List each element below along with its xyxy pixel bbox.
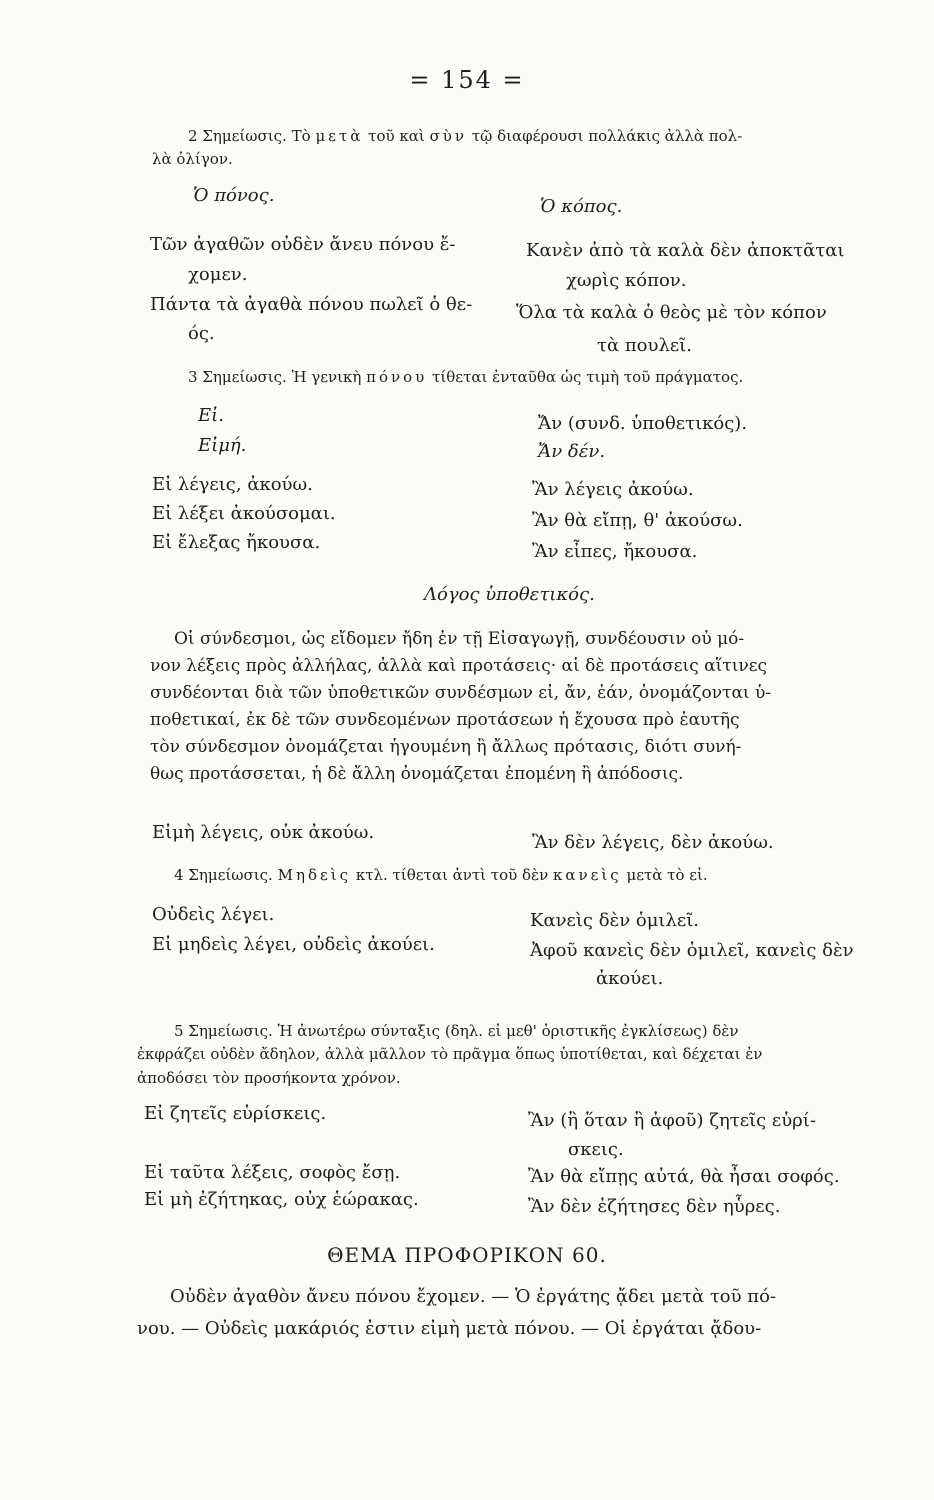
note-2-term-meta: μετὰ	[315, 127, 364, 145]
note-3-label: 3 Σημείωσις.	[188, 368, 287, 386]
example-right: Ἂν λέγεις ἀκούω.	[532, 479, 694, 500]
oudeis-left: Εἰ μηδεὶς λέγει, οὐδεὶς ἀκούει.	[152, 934, 435, 955]
theme-title: ΘΕΜΑ ΠΡΟΦΟΡΙΚΟΝ 60.	[327, 1243, 607, 1267]
ponos-line: ός.	[188, 323, 215, 344]
term-eimi: Εἰμή.	[198, 435, 247, 456]
kopos-heading: Ὁ κόπος.	[540, 196, 623, 217]
zeteis-right: Ἂν (ἢ ὅταν ἢ ἀφοῦ) ζητεῖς εὑρί-	[528, 1110, 816, 1131]
note-4-text: κτλ. τίθεται ἀντὶ τοῦ δὲν	[355, 866, 549, 884]
note-5-line: ἐκφράζει οὐδὲν ἄδηλον, ἀλλὰ μᾶλλον τὸ πρᾶγμα ὅπως ὑποτίθεται, καὶ δέχεται ἐν	[137, 1045, 763, 1063]
paragraph-line: ποθετικαί, ἐκ δὲ τῶν συνδεομένων προτάσεων ἡ ἔχουσα πρὸ ἑαυτῆς	[150, 710, 740, 730]
page-number: = 154 =	[409, 66, 525, 94]
example-left: Εἰ λέξει ἀκούσομαι.	[152, 503, 336, 524]
oudeis-right: Ἀφοῦ κανεὶς δὲν ὁμιλεῖ, κανεὶς δὲν	[530, 940, 854, 961]
note-3	[188, 368, 743, 386]
paragraph-line: Οἱ σύνδεσμοι, ὡς εἴδομεν ἤδη ἐν τῇ Εἰσαγωγῇ, συνδέουσιν οὐ μό-	[174, 629, 745, 649]
zeteis-right: Ἂν δὲν ἐζήτησες δὲν ηὗρες.	[528, 1196, 781, 1217]
example-right: Ἂν εἶπες, ἤκουσα.	[532, 541, 698, 562]
note-5-line: 5 Σημείωσις. Ἡ ἀνωτέρω σύνταξις (δηλ. εἰ μεθ' ὁριστικῆς ἐγκλίσεως) δὲν	[174, 1022, 739, 1040]
note-4	[174, 866, 708, 884]
theme-line: Οὐδὲν ἀγαθὸν ἄνευ πόνου ἔχομεν. — Ὁ ἐργάτης ᾄδει μετὰ τοῦ πό-	[170, 1286, 777, 1307]
note-2-text: Τὸ	[291, 127, 311, 145]
note-3-text: Ἡ γενικὴ	[291, 368, 362, 386]
note-4-term: κανεὶς	[553, 866, 622, 884]
note-4-term: Μηδεὶς	[277, 866, 352, 884]
note-4-label: 4 Σημείωσις.	[174, 866, 273, 884]
zeteis-left: Εἰ ταῦτα λέξεις, σοφὸς ἔσῃ.	[144, 1162, 401, 1183]
paragraph-line: συνδέονται διὰ τῶν ὑποθετικῶν συνδέσμων εἰ, ἄν, ἐάν, ὀνομάζονται ὑ-	[150, 683, 772, 703]
oudeis-left: Οὐδεὶς λέγει.	[152, 904, 275, 925]
kopos-line: τὰ πουλεῖ.	[597, 335, 692, 356]
zeteis-left: Εἰ μὴ ἐζήτηκας, οὐχ ἑώρακας.	[144, 1189, 419, 1210]
eimi-example-right: Ἂν δὲν λέγεις, δὲν ἀκούω.	[532, 832, 774, 853]
note-2-label: 2 Σημείωσις.	[188, 127, 287, 145]
note-5-line: ἀποδόσει τὸν προσήκοντα χρόνον.	[137, 1069, 401, 1087]
term-ei: Εἰ.	[198, 405, 224, 426]
zeteis-right: σκεις.	[568, 1139, 624, 1160]
term-an-den: Ἄν δέν.	[538, 441, 606, 462]
example-left: Εἰ λέγεις, ἀκούω.	[152, 474, 313, 495]
note-2-line-2: λὰ ὀλίγον.	[152, 150, 233, 168]
oudeis-right: ἀκούει.	[596, 968, 664, 989]
note-2-text: τῷ διαφέρουσι πολλάκις ἀλλὰ πολ-	[471, 127, 743, 145]
note-3-text: τίθεται ἐνταῦθα ὡς τιμὴ τοῦ πράγματος.	[432, 368, 744, 386]
eimi-example-left: Εἰμὴ λέγεις, οὐκ ἀκούω.	[152, 822, 375, 843]
ponos-line: Τῶν ἀγαθῶν οὐδὲν ἄνευ πόνου ἔ-	[150, 234, 456, 255]
note-2-text: τοῦ καὶ	[368, 127, 425, 145]
term-an: Ἄν (συνδ. ὑποθετικός).	[538, 413, 748, 434]
note-2-line-1	[188, 127, 742, 145]
example-left: Εἰ ἔλεξας ἤκουσα.	[152, 532, 321, 553]
paragraph-line: θως προτάσσεται, ἡ δὲ ἄλλη ὀνομάζεται ἑπομένη ἢ ἀπόδοσις.	[150, 764, 684, 784]
kopos-line: Ὅλα τὰ καλὰ ὁ θεὸς μὲ τὸν κόπον	[516, 302, 827, 323]
ponos-line: Πάντα τὰ ἀγαθὰ πόνου πωλεῖ ὁ θε-	[150, 294, 473, 315]
kopos-line: Κανὲν ἀπὸ τὰ καλὰ δὲν ἀποκτᾶται	[526, 240, 845, 261]
ponos-line: χομεν.	[188, 264, 248, 285]
paragraph-line: τὸν σύνδεσμον ὀνομάζεται ἡγουμένη ἢ ἄλλως πρότασις, διότι συνή-	[150, 737, 742, 757]
paragraph-line: νον λέξεις πρὸς ἀλλήλας, ἀλλὰ καὶ προτάσεις· αἱ δὲ προτάσεις αἵτινες	[150, 656, 768, 676]
example-right: Ἂν θὰ εἴπῃ, θ' ἀκούσω.	[532, 510, 743, 531]
zeteis-left: Εἰ ζητεῖς εὑρίσκεις.	[144, 1103, 327, 1124]
note-2-term-syn: σὺν	[429, 127, 468, 145]
theme-line: νου. — Οὐδεὶς μακάριός ἐστιν εἰμὴ μετὰ πόνου. — Οἱ ἐργάται ᾄδου-	[137, 1318, 762, 1339]
zeteis-right: Ἂν θὰ εἴπῃς αὐτά, θὰ ἦσαι σοφός.	[528, 1166, 840, 1187]
ponos-heading: Ὁ πόνος.	[193, 185, 275, 206]
explanation-paragraph	[150, 626, 771, 788]
oudeis-right: Κανεὶς δὲν ὁμιλεῖ.	[530, 910, 699, 931]
note-4-text: μετὰ τὸ εἰ.	[626, 866, 708, 884]
note-3-term: πόνου	[366, 368, 428, 386]
section-heading-logos: Λόγος ὑποθετικός.	[424, 584, 595, 605]
kopos-line: χωρὶς κόπον.	[566, 270, 687, 291]
